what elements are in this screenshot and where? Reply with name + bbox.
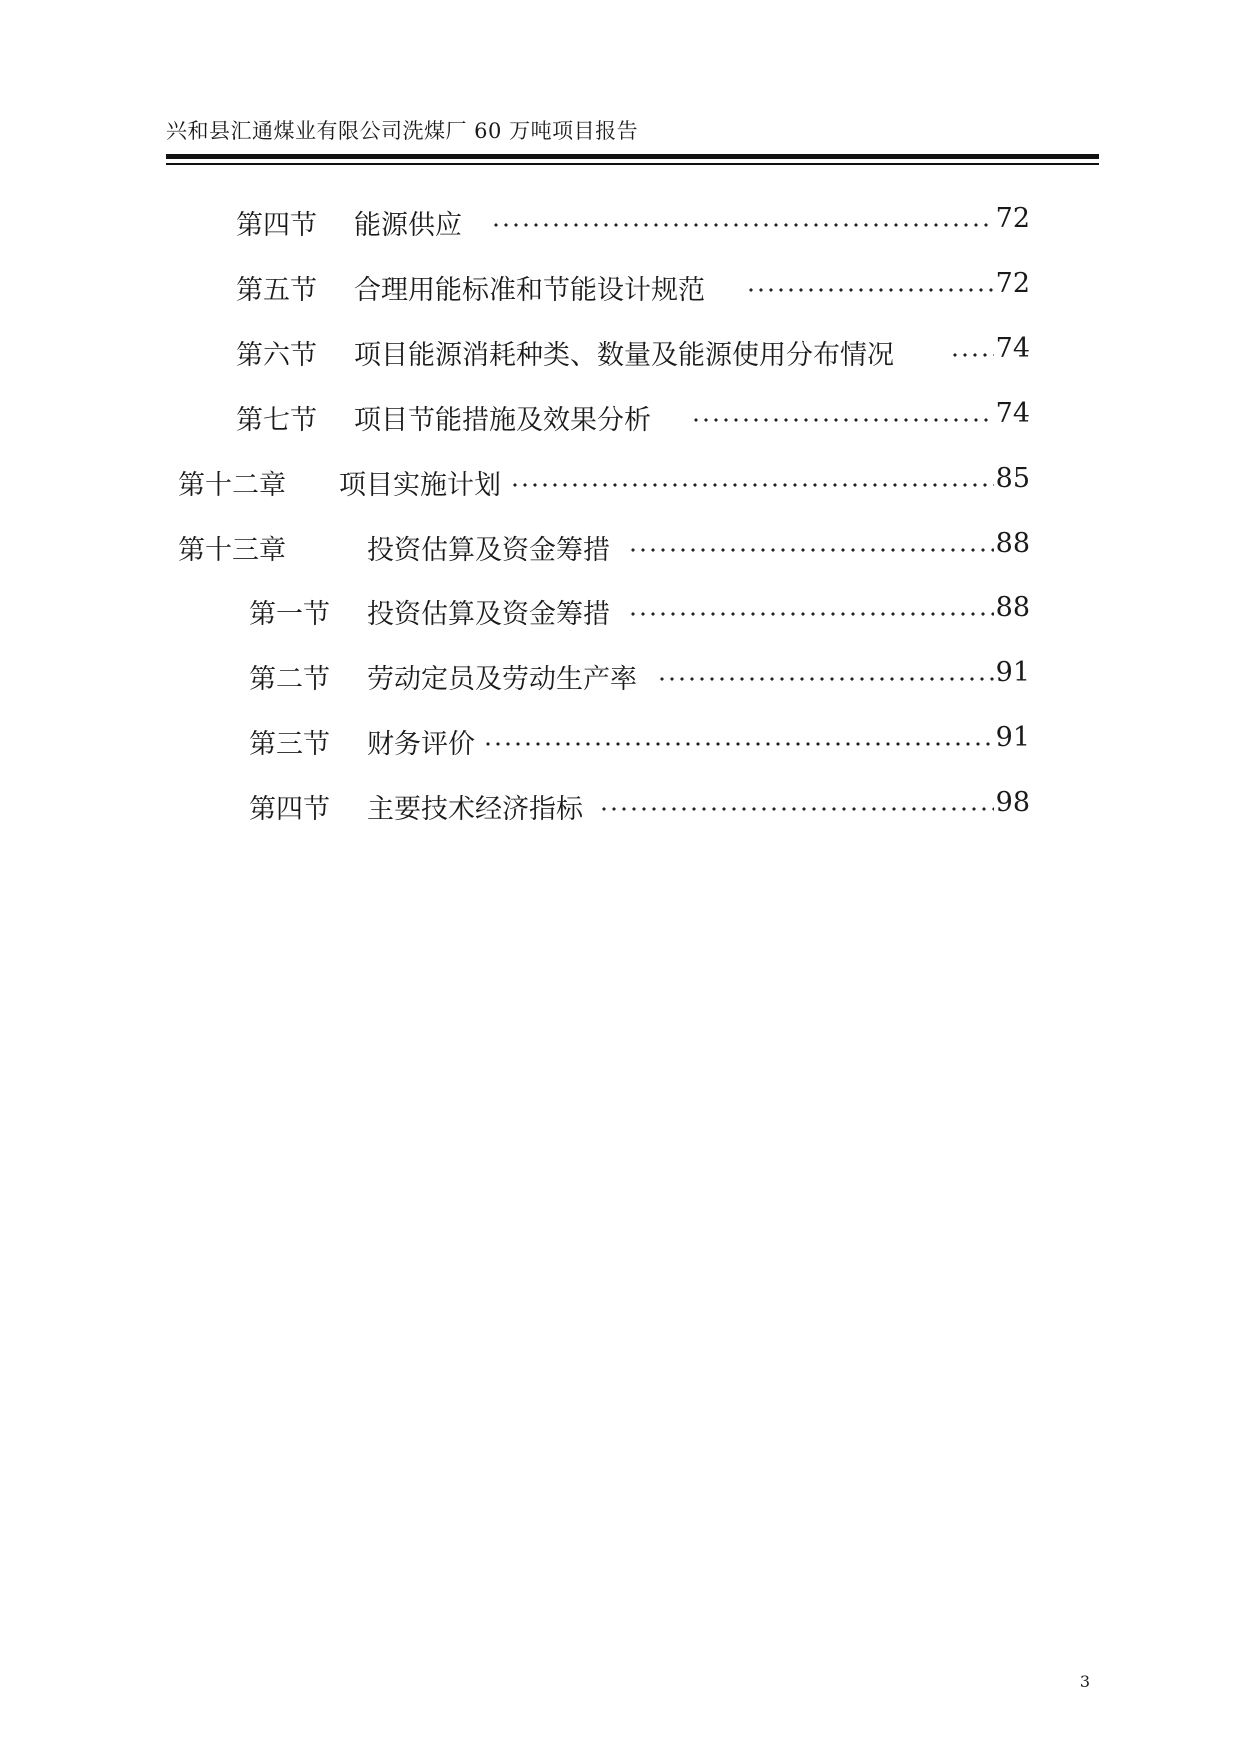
toc-entry-number: 第七节 xyxy=(236,405,317,436)
toc-entry[interactable] xyxy=(249,722,1030,762)
toc-entry-title: 项目节能措施及效果分析 xyxy=(354,405,651,436)
toc-leader-dots xyxy=(628,548,994,552)
toc-entry[interactable] xyxy=(249,657,1030,697)
toc-entry[interactable] xyxy=(249,592,1030,632)
toc-entry-page: 91 xyxy=(995,657,1030,688)
toc-entry-title: 劳动定员及劳动生产率 xyxy=(367,664,637,695)
toc-entry-number: 第五节 xyxy=(236,275,317,306)
toc-entry-page: 91 xyxy=(995,722,1030,753)
toc-entry-title: 能源供应 xyxy=(354,210,462,241)
toc-entry-number: 第三节 xyxy=(249,729,330,760)
toc-entry-title: 投资估算及资金筹措 xyxy=(367,535,610,566)
header-rule-thin xyxy=(166,163,1099,165)
toc-entry-number: 第二节 xyxy=(249,664,330,695)
toc-leader-dots xyxy=(691,418,994,422)
toc-entry[interactable] xyxy=(236,398,1030,438)
toc-entry-number: 第六节 xyxy=(236,340,317,371)
toc-entry-page: 74 xyxy=(995,333,1030,364)
toc-entry-page: 72 xyxy=(995,203,1030,234)
toc-entry-page: 98 xyxy=(995,787,1030,818)
page-number: 3 xyxy=(1079,1672,1090,1691)
toc-leader-dots xyxy=(483,742,994,746)
toc-entry[interactable] xyxy=(249,787,1030,827)
toc-leader-dots xyxy=(628,612,994,616)
toc-entry-number: 第四节 xyxy=(249,794,330,825)
toc-entry-page: 85 xyxy=(995,463,1030,494)
toc-entry-number: 第十二章 xyxy=(178,470,286,501)
toc-entry-page: 74 xyxy=(995,398,1030,429)
toc-entry-title: 投资估算及资金筹措 xyxy=(367,599,610,630)
toc-leader-dots xyxy=(950,353,994,357)
toc-leader-dots xyxy=(510,483,994,487)
toc-entry[interactable] xyxy=(236,333,1030,373)
toc-entry[interactable] xyxy=(236,268,1030,308)
header-rule-thick xyxy=(166,154,1099,159)
toc-entry[interactable] xyxy=(178,463,1030,503)
toc-entry-number: 第四节 xyxy=(236,210,317,241)
toc-leader-dots xyxy=(491,223,994,227)
toc-entry-title: 财务评价 xyxy=(367,729,475,760)
toc-entry-title: 主要技术经济指标 xyxy=(367,794,583,825)
toc-entry-page: 88 xyxy=(995,592,1030,623)
toc-leader-dots xyxy=(657,677,994,681)
toc-entry-title: 项目能源消耗种类、数量及能源使用分布情况 xyxy=(354,340,894,371)
toc-entry-title: 项目实施计划 xyxy=(339,470,501,501)
toc-entry-number: 第一节 xyxy=(249,599,330,630)
toc-entry-title: 合理用能标准和节能设计规范 xyxy=(354,275,705,306)
toc-leader-dots xyxy=(599,807,994,811)
toc-entry-page: 72 xyxy=(995,268,1030,299)
toc-entry-page: 88 xyxy=(995,528,1030,559)
toc-entry[interactable] xyxy=(178,528,1030,568)
toc-leader-dots xyxy=(746,288,994,292)
running-header: 兴和县汇通煤业有限公司洗煤厂 60 万吨项目报告 xyxy=(166,119,639,143)
toc-entry[interactable] xyxy=(236,203,1030,243)
toc-entry-number: 第十三章 xyxy=(178,535,286,566)
